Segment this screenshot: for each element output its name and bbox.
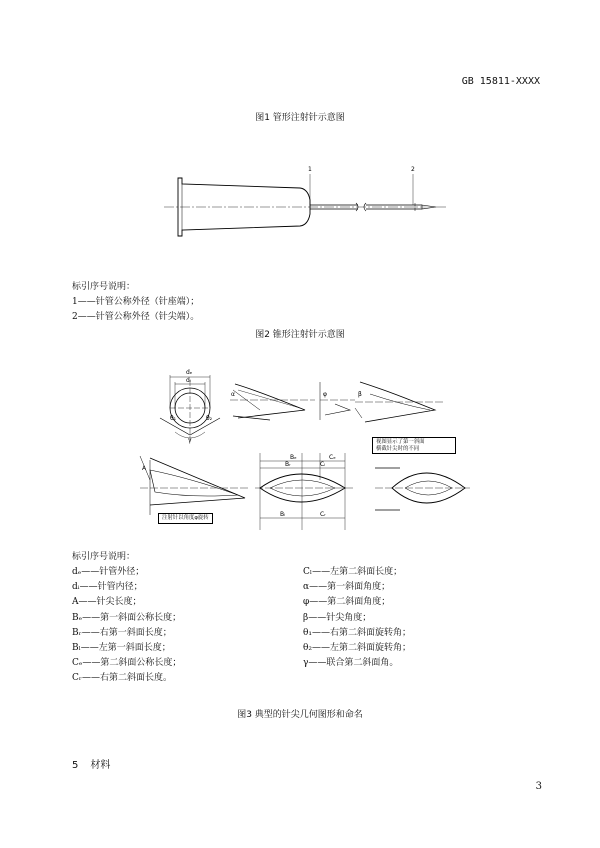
legend-item: α——第一斜面角度； — [303, 582, 391, 593]
page-number: 3 — [535, 781, 542, 792]
figure1-legend — [72, 280, 199, 326]
section-heading — [72, 756, 122, 771]
callout-1: 1 — [308, 166, 312, 173]
figure1-drawing — [160, 150, 450, 250]
figure1-title: 图1 管形注射针示意图 — [255, 113, 345, 123]
label-Bl: Bₗ — [280, 511, 286, 518]
note-rotation: 注射针以角度φ旋转 — [158, 513, 213, 524]
legend-item: θ₁——右第二斜面旋转角； — [303, 627, 412, 638]
legend-item: A——针尖长度； — [72, 597, 142, 608]
legend-title: 标引序号说明： — [72, 282, 136, 292]
legend-item: dᵢ——针管内径； — [72, 582, 143, 593]
label-Be: Bₑ — [290, 454, 297, 461]
label-theta2: θ₂ — [206, 415, 213, 422]
label-A: A — [142, 465, 147, 472]
legend-item: 2——针管公称外径（针尖端）。 — [72, 312, 200, 323]
label-de: dₑ — [186, 369, 193, 376]
figure2-title: 图2 锥形注射针示意图 — [255, 330, 345, 340]
label-theta1: θ₁ — [170, 415, 177, 422]
legend-item: Cₑ——第二斜面公称长度； — [72, 658, 182, 669]
label-gamma: γ — [188, 437, 192, 444]
legend-item: Bᵣ——右第一斜面长度； — [72, 627, 172, 638]
label-beta: β — [358, 391, 362, 398]
callout-2: 2 — [411, 166, 415, 173]
figure3-legend-left — [72, 565, 181, 687]
figure3-legend-title: 标引序号说明： — [72, 552, 136, 562]
figure3-title: 图3 典型的针尖几何图形和命名 — [237, 710, 363, 720]
label-di: dᵢ — [186, 377, 191, 384]
legend-item: θ₂——左第二斜面旋转角； — [303, 643, 412, 654]
label-phi: φ — [323, 391, 327, 398]
legend-item: dₑ——针管外径； — [72, 567, 145, 577]
legend-item: Bₗ——左第一斜面长度； — [72, 643, 171, 654]
section-number: 5 — [72, 760, 79, 771]
legend-item: γ——联合第二斜面角。 — [303, 658, 399, 669]
legend-item: Cₗ——左第二斜面长度； — [303, 567, 403, 577]
legend-item: 1——针管公称外径（针座端）； — [72, 297, 200, 308]
section-title: 材料 — [90, 760, 111, 771]
standard-number: GB 15811-XXXX — [461, 76, 540, 87]
label-Cl: Cₗ — [320, 461, 326, 468]
legend-item: φ——第二斜面角度； — [303, 597, 391, 608]
legend-item: β——针尖角度； — [303, 612, 372, 623]
legend-item: Bₑ——第一斜面公称长度； — [72, 612, 182, 623]
figure3-legend-right — [303, 565, 411, 671]
label-alpha: α — [231, 391, 235, 398]
note-bevel-view: 视图显示了第一斜面 横截针尖时的不同 — [372, 437, 456, 454]
label-Ce: Cₑ — [329, 454, 336, 461]
label-Br: Bᵣ — [285, 461, 291, 468]
legend-item: Cᵣ——右第二斜面长度。 — [72, 673, 173, 684]
label-Cr: Cᵣ — [320, 511, 326, 518]
